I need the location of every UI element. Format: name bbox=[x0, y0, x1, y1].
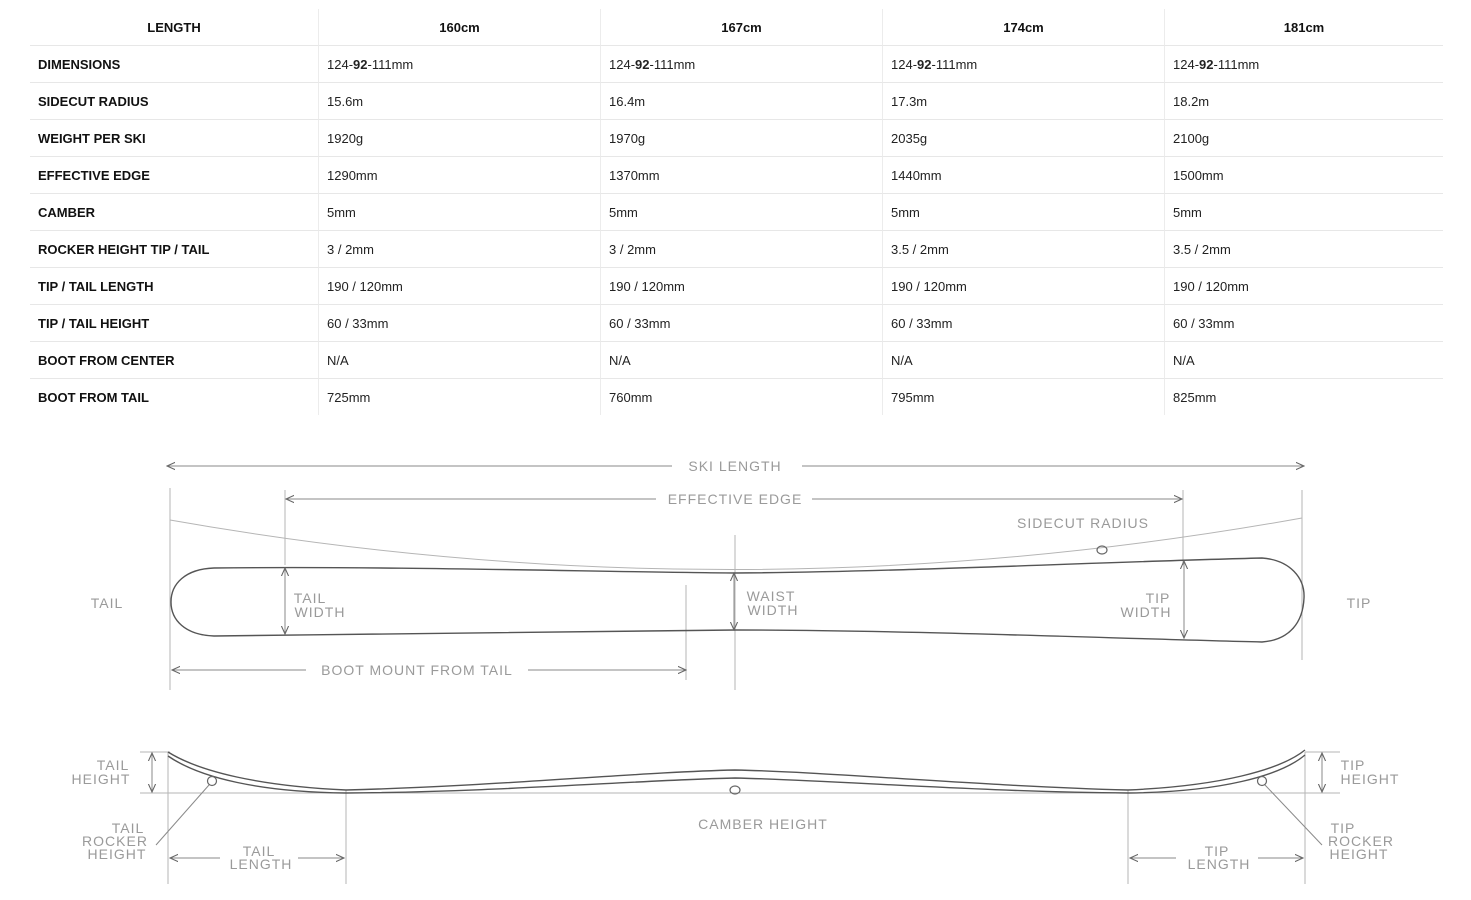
dimensions-cell: 124-92-111mm bbox=[318, 46, 600, 83]
table-row bbox=[30, 231, 1443, 268]
table-row bbox=[30, 157, 1443, 194]
dimensions-cell: 124-92-111mm bbox=[600, 46, 882, 83]
side-view bbox=[72, 750, 1400, 884]
table-cell: 60 / 33mm bbox=[318, 305, 600, 342]
table-cell: 2100g bbox=[1164, 120, 1443, 157]
table-cell: 3.5 / 2mm bbox=[882, 231, 1164, 268]
row-label: TIP / TAIL LENGTH bbox=[30, 268, 318, 305]
table-row bbox=[30, 194, 1443, 231]
tip-rocker-label-2: ROCKER bbox=[1328, 833, 1394, 849]
tail-height-label-1: TAIL bbox=[96, 757, 130, 773]
table-cell: 5mm bbox=[1164, 194, 1443, 231]
boot-mount-label: BOOT MOUNT FROM TAIL bbox=[321, 662, 513, 678]
row-label: SIDECUT RADIUS bbox=[30, 83, 318, 120]
row-label: WEIGHT PER SKI bbox=[30, 120, 318, 157]
table-cell: 1500mm bbox=[1164, 157, 1443, 194]
table-cell: 190 / 120mm bbox=[318, 268, 600, 305]
tip-rocker-leader bbox=[1265, 785, 1322, 845]
tip-length-label-1: TIP bbox=[1204, 843, 1230, 859]
row-label: BOOT FROM CENTER bbox=[30, 342, 318, 379]
effective-edge-label: EFFECTIVE EDGE bbox=[667, 491, 803, 507]
tail-length-label-1: TAIL bbox=[242, 843, 276, 859]
tail-height-label-2: HEIGHT bbox=[71, 771, 131, 787]
table-row bbox=[30, 83, 1443, 120]
waist-width-label-1: WAIST bbox=[746, 588, 796, 604]
table-cell: 1440mm bbox=[882, 157, 1164, 194]
table-cell: 60 / 33mm bbox=[600, 305, 882, 342]
table-cell: 60 / 33mm bbox=[882, 305, 1164, 342]
dimensions-cell: 124-92-111mm bbox=[1164, 46, 1443, 83]
table-cell: 3 / 2mm bbox=[600, 231, 882, 268]
tip-width-label-2: WIDTH bbox=[1120, 604, 1172, 620]
table-cell: 825mm bbox=[1164, 379, 1443, 415]
header-size: 167cm bbox=[600, 9, 882, 46]
table-header-row bbox=[30, 9, 1443, 46]
table-cell: N/A bbox=[1164, 342, 1443, 379]
table-cell: 3 / 2mm bbox=[318, 231, 600, 268]
table-cell: 5mm bbox=[600, 194, 882, 231]
table-cell: 1920g bbox=[318, 120, 600, 157]
tail-rocker-label-2: ROCKER bbox=[82, 833, 148, 849]
dimensions-cell: 124-92-111mm bbox=[882, 46, 1164, 83]
sidecut-radius-label: SIDECUT RADIUS bbox=[1017, 515, 1149, 531]
tip-rocker-label-3: HEIGHT bbox=[1329, 846, 1389, 862]
ski-profile-top bbox=[168, 750, 1305, 790]
table-cell: 1290mm bbox=[318, 157, 600, 194]
tail-length-label-2: LENGTH bbox=[229, 856, 293, 872]
table-cell: N/A bbox=[882, 342, 1164, 379]
tail-rocker-marker-icon bbox=[208, 777, 217, 786]
row-label: CAMBER bbox=[30, 194, 318, 231]
ski-top-outline bbox=[171, 558, 1304, 642]
table-row bbox=[30, 120, 1443, 157]
row-label: TIP / TAIL HEIGHT bbox=[30, 305, 318, 342]
header-length: LENGTH bbox=[30, 9, 318, 46]
table-cell: 725mm bbox=[318, 379, 600, 415]
table-row bbox=[30, 305, 1443, 342]
spec-table bbox=[30, 9, 1443, 415]
header-size: 174cm bbox=[882, 9, 1164, 46]
tail-rocker-label-3: HEIGHT bbox=[87, 846, 147, 862]
table-cell: 5mm bbox=[318, 194, 600, 231]
tip-length-label-2: LENGTH bbox=[1187, 856, 1251, 872]
ski-profile-bottom bbox=[168, 755, 1305, 793]
table-cell: 190 / 120mm bbox=[882, 268, 1164, 305]
table-cell: 1970g bbox=[600, 120, 882, 157]
row-label: BOOT FROM TAIL bbox=[38, 389, 149, 405]
tip-rocker-marker-icon bbox=[1258, 777, 1267, 786]
table-cell: 5mm bbox=[882, 194, 1164, 231]
row-label: DIMENSIONS bbox=[30, 46, 318, 83]
tail-label: TAIL bbox=[90, 595, 124, 611]
table-row bbox=[30, 268, 1443, 305]
tail-rocker-label-1: TAIL bbox=[111, 820, 145, 836]
tail-width-label-1: TAIL bbox=[293, 590, 327, 606]
tip-height-label-1: TIP bbox=[1340, 757, 1366, 773]
ski-length-label: SKI LENGTH bbox=[688, 458, 782, 474]
table-cell: 795mm bbox=[882, 379, 1164, 415]
table-cell: 2035g bbox=[882, 120, 1164, 157]
table-cell: N/A bbox=[600, 342, 882, 379]
tail-width-label-2: WIDTH bbox=[294, 604, 346, 620]
row-label: EFFECTIVE EDGE bbox=[30, 157, 318, 194]
table-row bbox=[30, 342, 1443, 379]
table-cell: 17.3m bbox=[882, 83, 1164, 120]
waist-width-label-2: WIDTH bbox=[747, 602, 799, 618]
row-label: ROCKER HEIGHT TIP / TAIL bbox=[30, 231, 318, 268]
ski-diagram bbox=[0, 430, 1471, 900]
table-cell: 3.5 / 2mm bbox=[1164, 231, 1443, 268]
table-cell: 1370mm bbox=[600, 157, 882, 194]
table-row bbox=[30, 46, 1443, 83]
table-cell: 190 / 120mm bbox=[600, 268, 882, 305]
tip-width-label-1: TIP bbox=[1145, 590, 1171, 606]
top-view bbox=[91, 458, 1372, 690]
tip-rocker-label-1: TIP bbox=[1330, 820, 1356, 836]
table-cell: 760mm bbox=[600, 379, 882, 415]
tail-rocker-leader bbox=[156, 785, 209, 845]
table-cell: 190 / 120mm bbox=[1164, 268, 1443, 305]
table-cell: 18.2m bbox=[1164, 83, 1443, 120]
tip-label: TIP bbox=[1346, 595, 1372, 611]
table-row bbox=[30, 379, 1443, 415]
table-cell: 16.4m bbox=[600, 83, 882, 120]
header-size: 181cm bbox=[1164, 9, 1443, 46]
table-cell: 15.6m bbox=[318, 83, 600, 120]
table-cell: 60 / 33mm bbox=[1164, 305, 1443, 342]
header-size: 160cm bbox=[318, 9, 600, 46]
tip-height-label-2: HEIGHT bbox=[1340, 771, 1400, 787]
camber-height-label: CAMBER HEIGHT bbox=[698, 816, 828, 832]
table-cell: N/A bbox=[318, 342, 600, 379]
